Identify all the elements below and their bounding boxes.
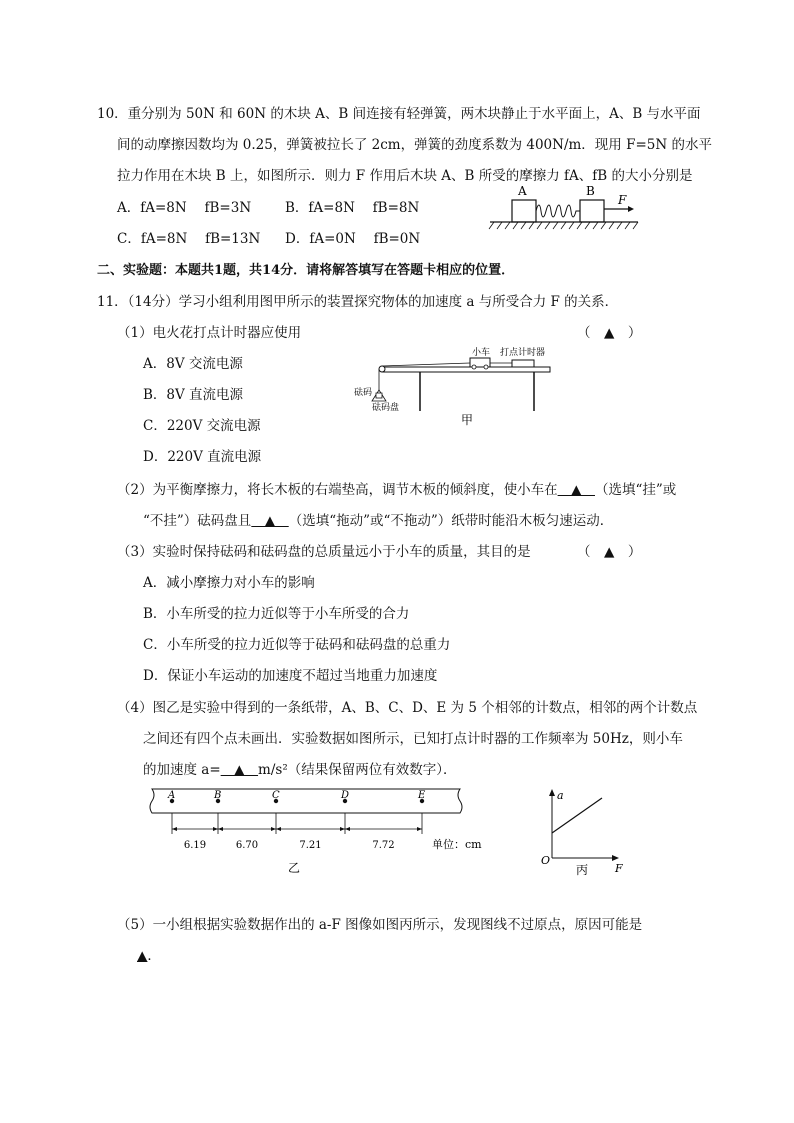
q11-p1-option-d[interactable]: D．220V 直流电源 <box>143 449 262 465</box>
q11-p5-line2 <box>137 944 161 964</box>
dimension-arrowhead <box>218 827 223 831</box>
y-axis-label: a <box>557 789 564 802</box>
q11-p3-option-d[interactable]: D．保证小车运动的加速度不超过当地重力加速度 <box>143 668 438 684</box>
block-a-label: A <box>518 184 527 198</box>
weight-label: 砝码 <box>354 388 373 398</box>
q11-p3-option-a[interactable]: A．减小摩擦力对小车的影响 <box>143 575 315 591</box>
unit-label: 单位：cm <box>432 838 482 851</box>
dimension-arrowhead <box>417 827 422 831</box>
q11-p4-line3 <box>143 758 457 778</box>
q11-p1-answer-blank[interactable]: （ ▲ ） <box>577 325 642 341</box>
dimension-arrowhead <box>345 827 350 831</box>
q11-p1-option-c[interactable]: C．220V 交流电源 <box>143 418 261 434</box>
tape-point-label: D <box>341 790 350 801</box>
q10-option-d[interactable]: D．fA=0N fB=0N <box>285 231 421 247</box>
section-heading: 二、实验题：本题共1题，共14分．请将解答填写在答题卡相应的位置． <box>97 263 515 278</box>
q11-p3-option-b[interactable]: B．小车所受的拉力近似等于小车所受的合力 <box>143 606 410 622</box>
q10-line3: 拉力作用在木块 B 上，如图所示．则力 F 作用后木块 A、B 所受的摩擦力 fA、fB 的大小分别是 <box>117 168 693 184</box>
distance-label: 6.70 <box>235 840 259 851</box>
tape-point-label: B <box>214 790 222 801</box>
q11-p3-stem: （3）实验时保持砝码和砝码盘的总质量远小于小车的质量，其目的是 <box>117 544 531 560</box>
force-label: F <box>618 193 627 207</box>
distance-label: 6.19 <box>183 840 207 851</box>
q11-p1-stem: （1）电火花打点计时器应使用 <box>117 325 302 341</box>
q11-intro: 11．（14分）学习小组利用图甲所示的装置探究物体的加速度 a 与所受合力 F 的关系． <box>97 294 619 310</box>
block-b-label: B <box>586 184 595 198</box>
q10-line2: 间的动摩擦因数均为 0.25，弹簧被拉长了 2cm，弹簧的劲度系数为 400N/m．现用 F=5N 的水平 <box>117 137 712 153</box>
q11-p5-line1: （5）一小组根据实验数据作出的 a-F 图像如图丙所示，发现图线不过原点，原因可能是 <box>117 917 643 933</box>
q11-p4-blank[interactable]: ▲ <box>220 762 259 778</box>
apparatus-figure <box>352 345 562 430</box>
q10-line1: 10．重分别为 50N 和 60N 的木块 A、B 间连接有轻弹簧，两木块静止于水平面上，A、B 与水平面 <box>97 106 701 122</box>
distance-label: 7.72 <box>372 840 395 851</box>
q11-p3-answer-blank[interactable]: （ ▲ ） <box>577 544 642 560</box>
x-axis-arrowhead <box>612 855 619 861</box>
fig-bing-caption: 丙 <box>576 863 589 877</box>
af-graph-figure <box>536 786 636 878</box>
x-axis-label: F <box>615 862 623 875</box>
q11-p4-line2: 之间还有四个点未画出．实验数据如图所示，已知打点计时器的工作频率为 50Hz，则小车 <box>143 731 683 747</box>
timer-label: 打点计时器 <box>500 348 546 358</box>
block-a <box>512 200 536 222</box>
fig-yi-caption: 乙 <box>288 861 301 875</box>
tape-outline <box>150 789 462 813</box>
weight <box>376 393 382 398</box>
string <box>382 363 470 366</box>
q11-p2-text2: （选填“挂”或 <box>594 482 677 498</box>
tape-point-label: C <box>272 790 280 801</box>
tape-point-label: A <box>168 790 176 801</box>
q11-p2-text3: “不挂”）砝码盘且 <box>143 513 252 529</box>
q11-p2-line1 <box>117 478 676 498</box>
origin-label: O <box>541 854 551 867</box>
block-b <box>580 200 604 222</box>
q10-option-a[interactable]: A．fA=8N fB=3N <box>117 200 252 216</box>
dimension-arrowhead <box>213 827 218 831</box>
q10-option-b[interactable]: B．fA=8N fB=8N <box>285 200 420 216</box>
spring <box>536 205 580 217</box>
q11-p2-text1: （2）为平衡摩擦力，将长木板的右端垫高，调节木板的倾斜度，使小车在 <box>117 482 558 498</box>
pulley <box>379 366 385 372</box>
y-axis-arrowhead <box>549 789 555 796</box>
ground-hatching <box>489 222 638 229</box>
dimension-arrowhead <box>276 827 281 831</box>
q11-p4-line1: （4）图乙是实验中得到的一条纸带，A、B、C、D、E 为 5 个相邻的计数点，相邻的两个计数点 <box>117 700 698 716</box>
cart-wheel <box>472 365 476 369</box>
timer <box>512 360 534 367</box>
q11-p1-option-a[interactable]: A．8V 交流电源 <box>143 356 243 372</box>
q11-p1-option-b[interactable]: B．8V 直流电源 <box>143 387 244 403</box>
q11-p2-line2 <box>143 509 613 529</box>
q11-p4-text1: 的加速度 a= <box>143 762 221 778</box>
tape-point-label: E <box>418 790 426 801</box>
force-arrowhead <box>628 206 634 212</box>
q11-p5-end: ． <box>147 948 161 964</box>
distance-label: 7.21 <box>299 840 322 851</box>
q10-option-c[interactable]: C．fA=8N fB=13N <box>117 231 261 247</box>
q11-p2-blank2[interactable]: ▲ <box>251 513 289 529</box>
pan-label: 砝码盘 <box>372 403 400 413</box>
q11-p3-option-c[interactable]: C．小车所受的拉力近似等于砝码和砝码盘的总重力 <box>143 637 451 653</box>
spring-blocks-figure <box>488 183 648 233</box>
q11-p4-text2: m/s²（结果保留两位有效数字）． <box>258 762 457 778</box>
q11-p2-blank1[interactable]: ▲ <box>557 482 595 498</box>
cart-wheel <box>484 365 488 369</box>
board <box>382 367 550 372</box>
fig-jia-caption: 甲 <box>461 413 474 427</box>
graph-line <box>552 798 602 833</box>
paper-tape-figure <box>142 786 494 878</box>
q11-p5-blank[interactable]: ▲ <box>137 948 148 964</box>
q11-p2-text4: （选填“拖动”或“不拖动”）纸带时能沿木板匀速运动． <box>288 513 614 529</box>
dimension-arrowhead <box>172 827 177 831</box>
cart-label: 小车 <box>472 348 491 358</box>
dimension-arrowhead <box>271 827 276 831</box>
dimension-arrowhead <box>340 827 345 831</box>
